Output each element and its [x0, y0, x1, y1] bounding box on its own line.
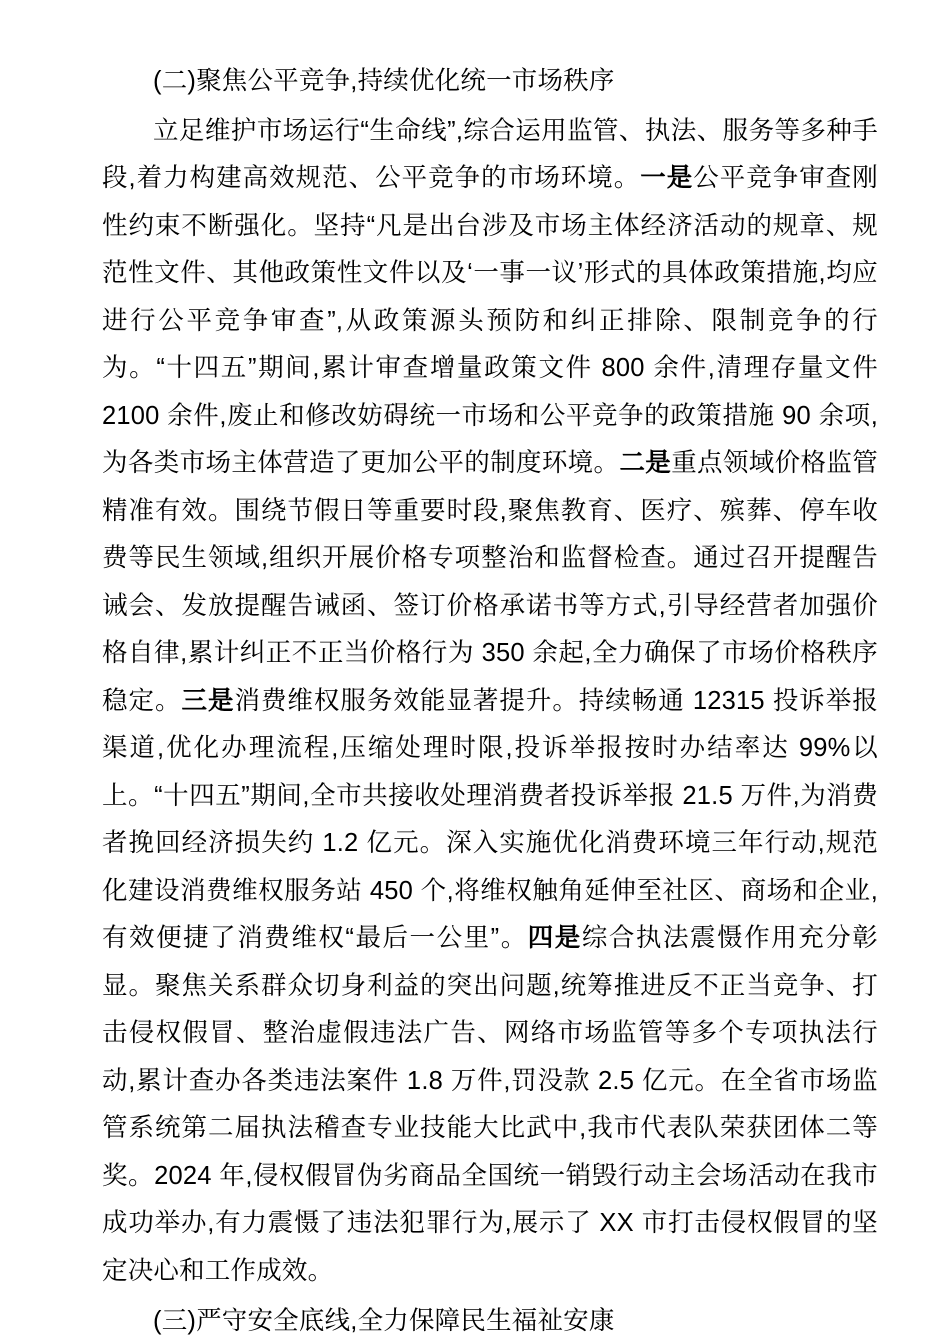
document-body: [102, 58, 878, 1344]
paragraph-part-5: 综合执法震慑作用充分彰显。聚焦关系群众切身利益的突出问题,统筹推进反不正当竞争、打击侵权假冒、整治虚假违法广告、网络市场监管等多个专项执法行动,累计查办各类违法案件 1.8 万件,罚没款 2.5 亿元。在全省市场监管系统第二届执法稽查专业技能大比武中,我市代表队荣获团体二等奖。2024 年,侵权假冒伪劣商品全国统一销毁行动主会场活动在我市成功举办,有力震慑了违法犯罪行为,展示了 XX 市打击侵权假冒的坚定决心和工作成效。: [102, 924, 878, 1285]
body-paragraph-1: [102, 108, 878, 1296]
list-marker-2: 二是: [619, 449, 672, 477]
list-marker-4: 四是: [527, 924, 582, 952]
list-marker-3: 三是: [181, 686, 235, 715]
section-heading-1: (二)聚焦公平竞争,持续优化统一市场秩序: [153, 67, 615, 95]
paragraph-part-1: 立足维护市场运行“生命线”,综合运用监管、执法、服务等多种手段,着力构建高效规范、公平竞争的市场环境。: [102, 116, 878, 192]
paragraph-part-4: 消费维权服务效能显著提升。持续畅通 12315 投诉举报渠道,优化办理流程,压缩处理时限,投诉举报按时办结率达 99%以上。“十四五”期间,全市共接收处理消费者投诉举报 21.5 万件,为消费者挽回经济损失约 1.2 亿元。深入实施优化消费环境三年行动,规范化建设消费维权服务站 450 个,将维权触角延伸至社区、商场和企业,有效便捷了消费维权“最后一公里”。: [102, 686, 878, 952]
section-heading-2: (三)严守安全底线,全力保障民生福祉安康: [153, 1307, 615, 1335]
list-marker-1: 一是: [640, 164, 694, 192]
paragraph-part-2: 公平竞争审查刚性约束不断强化。坚持“凡是出台涉及市场主体经济活动的规章、规范性文件、其他政策性文件以及‘一事一议’形式的具体政策措施,均应进行公平竞争审查”,从政策源头预防和纠正排除、限制竞争的行为。“十四五”期间,累计审查增量政策文件 800 余件,清理存量文件 2100 余件,废止和修改妨碍统一市场和公平竞争的政策措施 90 余项,为各类市场主体营造了更加公平的制度环境。: [102, 164, 878, 477]
paragraph-part-3: 重点领域价格监管精准有效。围绕节假日等重要时段,聚焦教育、医疗、殡葬、停车收费等民生领域,组织开展价格专项整治和监督检查。通过召开提醒告诫会、发放提醒告诫函、签订价格承诺书等方式,引导经营者加强价格自律,累计纠正不正当价格行为 350 余起,全力确保了市场价格秩序稳定。: [102, 449, 878, 715]
